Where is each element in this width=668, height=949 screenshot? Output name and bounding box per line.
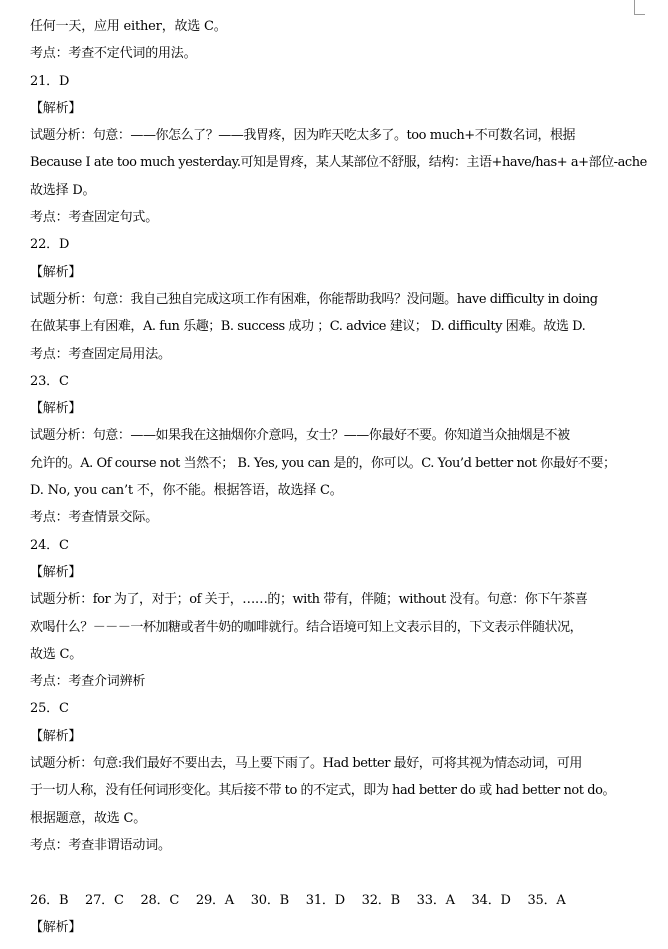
answer-23: 23．C <box>30 373 69 389</box>
analysis-heading: 【解析】 <box>30 100 82 116</box>
text-line: 根据题意，故选 C。 <box>30 810 147 826</box>
text-line: D. No, you can’t 不，你不能。根据答语，故选择 C。 <box>30 483 343 499</box>
text-line: 试题分析：句意：——你怎么了？——我胃疼，因为昨天吃太多了。too much+不可数名词，根据 <box>30 128 576 144</box>
analysis-heading: 【解析】 <box>30 401 82 417</box>
blank-line <box>30 859 650 886</box>
knowledge-point: 考点：考查介词辨析 <box>30 674 146 690</box>
answer-24: 24．C <box>30 537 69 553</box>
knowledge-point: 考点：考查情景交际。 <box>30 510 159 526</box>
text-line: 故选择 D。 <box>30 182 96 198</box>
answer-25: 25．C <box>30 701 69 717</box>
analysis-heading: 【解析】 <box>30 728 82 744</box>
text-line: Because I ate too much yesterday.可知是胃疼，某人某部位不舒服，结构：主语+have/has+ a+部位-ache <box>30 155 647 171</box>
analysis-heading: 【解析】 <box>30 264 82 280</box>
knowledge-point: 考点：考查不定代词的用法。 <box>30 46 197 62</box>
knowledge-point: 考点：考查固定局用法。 <box>30 346 171 362</box>
text-line: 欢喝什么？－－－一杯加糖或者牛奶的咖啡就行。结合语境可知上文表示目的，下文表示伴随状况， <box>30 619 583 635</box>
text-line: 试题分析：句意：我自己独自完成这项工作有困难，你能帮助我吗？没问题。have difficulty in doing <box>30 291 598 307</box>
answer-key-26-35: 26．B 27．C 28．C 29．A 30．B 31．D 32．B 33．A 34．D 35．A <box>30 892 566 908</box>
text-line: 任何一天，应用 either，故选 C。 <box>30 19 227 34</box>
analysis-heading: 【解析】 <box>30 919 82 935</box>
knowledge-point: 考点：考查固定句式。 <box>30 210 159 226</box>
text-line: 于一切人称，没有任何词形变化。其后接不带 to 的不定式，即为 had better do 或 had better not do。 <box>30 783 616 799</box>
analysis-heading: 【解析】 <box>30 564 82 580</box>
text-line: 试题分析：句意:我们最好不要出去，马上要下雨了。Had better 最好，可将其视为情态动词，可用 <box>30 756 582 772</box>
text-line: 允许的。A. Of course not 当然不； B. Yes, you can 是的，你可以。C. You’d better not 你最好不要； <box>30 455 616 471</box>
text-line: 在做某事上有困难，A. fun 乐趣；B. success 成功 ；C. advice 建议； D. difficulty 困难。故选 D. <box>30 319 586 335</box>
answer-22: 22．D <box>30 237 70 253</box>
knowledge-point: 考点：考查非谓语动词。 <box>30 837 171 853</box>
text-line: 试题分析：句意：——如果我在这抽烟你介意吗，女士？——你最好不要。你知道当众抽烟是不被 <box>30 428 570 444</box>
answer-21: 21．D <box>30 73 70 89</box>
answer-explanations <box>30 13 650 941</box>
text-line: 试题分析：for 为了，对于；of 关于，……的；with 带有，伴随；without 没有。句意：你下午茶喜 <box>30 592 588 608</box>
text-line: 故选 C。 <box>30 646 83 662</box>
